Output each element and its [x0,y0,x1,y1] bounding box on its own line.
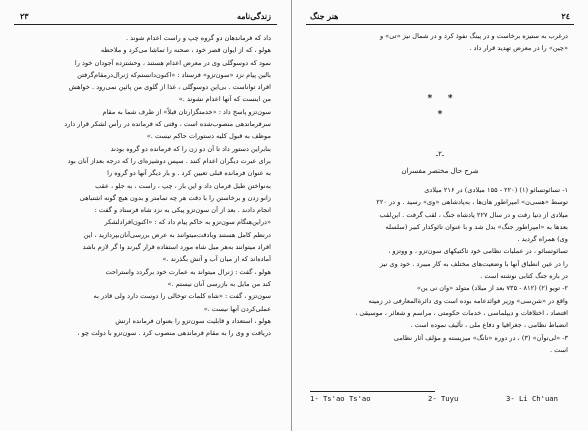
star-row: * * [427,94,453,104]
text-line: تسائوتسائو ، در عملیات نظامی خود تاکتیکهای سون‌تزو ، و وو‌تزو ، [388,247,568,256]
text-line: «چین» را در معرض تهدید قرار داد . [469,44,568,53]
text-line: اقتصاد ، اختلافات و دیپلماسی ، خدمات حکومتی ، مراسم و شعائر ، موسیقی ، [355,308,568,317]
page-number: ٢٣ [20,11,29,21]
right-page-text-bottom [312,184,568,356]
star-row: * [437,110,443,120]
text-line: بنابراین دستور داد تا آن دو زن را که فرمانده دو گروه بودند [110,144,271,153]
right-page-text-top [312,30,568,55]
text-line: ۱- تسائوتسائو (۱) (۲۲۰ - ۱۵۵ میلادی) در ۲۱۶ میلادی [424,186,568,194]
section-title: شرح حال مختصر مفسران [401,167,479,175]
text-line: بعدها به «امپراطور جنگ» بدل شد و با عنوان تائوکدار کبیر (سلسله [385,222,568,231]
text-line: در باره جنگ کتابی نوشته است . [480,272,568,281]
text-line: من اینست که آنها اعدام نشوند .» [178,95,271,104]
text-line: است . [549,345,568,354]
footnote-rule [310,391,435,392]
footnote-2: 2- Tuyu [428,394,459,403]
text-line: هولو ، استعداد و قابلیت سون‌تزو را بعنوان فرمانده ارتش [115,316,271,325]
running-title: هنر جنگ [310,11,339,21]
footnote-3: 3- Li Ch'uan [506,394,558,403]
text-line: سرفرماندهی منصوب‌شده است ، وقتی که فرمانده در رأس لشکر قرار دارد [64,120,271,129]
text-line: توسط «هسی‌ن» امپراطور هان‌ها ، به‌پادشاهی «وی» رسید . و در ۲۲۰ [376,198,568,207]
text-line: هولو ، گفت : ژنرال میتواند به عمارت خود برگردد واستراحت [105,267,271,276]
right-page-header [306,10,574,22]
text-line: افراد تواناست . بی‌این دوسوگلی ، غذا از گلوی من پائین نمی‌رود . خواهش [68,83,271,92]
left-page [0,0,292,431]
text-line: «دراین‌هنگام سون‌تزو به حاکم پیام داد که : «اکنون‌افرادلشکر [104,218,271,227]
running-title: زندگی‌نامه [236,11,271,21]
footnote-1: 1- Ts'ao Ts'ao [310,394,371,403]
text-line: برای عبرت دیگران اعدام کنند . سپس دوشیزه‌ای را که درجه بعداز آنان بود [67,156,271,165]
section-number: ـ۲ـ [436,150,444,158]
text-line: به عنوان فرمانده قبلی تعیین کرد . و بار دیگر آنها دو گروه را [107,169,271,178]
header-rule [14,24,277,25]
footnotes [310,393,574,405]
section-divider-stars [292,94,588,120]
text-line: آماده‌اند که از میان آب و آتش بگذرند .» [162,255,271,264]
text-line: افراد میتوانند به‌هر میل شاه مورد استفاده قرار گیرند وا گر لازم باشد [82,243,271,252]
text-line: انضباط نظامی ، جغرافیا و دفاع ملی ، تألیف نموده است . [410,321,568,330]
text-line: سون‌تزو ، گفت : «شاه کلمات توخالی را دوست دارد ولی قادر به [93,292,271,301]
text-line: به‌نواختن طبل فرمان داد و این بار ، چپ ، راست ، به جلو ، عقب [95,181,271,190]
text-line: انجام دادند . بعد از آن سون‌تزو پیکی به نزد شاه فرستاد و گفت : [94,206,271,215]
text-line: داد که فرماندهان دو گروه چپ و راست اعدام شوند . [125,34,271,42]
text-line: واقع در «شن‌سی» وزیر فوائدعامه بوده است وی دائرة‌المعارفی در زمینه [368,296,568,305]
text-line: عملی‌کردن آنها نیست .» [203,304,271,313]
text-line: ۲- تویو (۲) (۸۱۲ - ۷۳۵ بعد از میلاد) متولد «وان نی ین» [416,284,568,293]
text-line: بالین پیام نزد «سون‌تزو» فرستاد : «اکنون‌دانستم‌که ژنرال‌در‌مقام‌گرفتن [77,70,271,79]
text-line: کند من مایل به بازرسی آنان نیستم .» [167,279,271,288]
text-line: را در عین انطباق آنها با وضعیت‌های مختلف به کار میبرد . خود وی نیز [379,259,568,268]
right-page [292,0,588,431]
text-line: زانو زدن و برخاستن را با دقت هر چه تمامتر و بدون هیچ گونه اشتباهی [79,193,271,202]
text-line: نمود که دوسوگلی وی در معرض اعدام هستند ، وحشتزده آجودان خود را [74,58,271,67]
header-rule [306,24,574,25]
text-line: درنظم کامل هستند وبا‌دقت‌میتوانند به عرض بررسی‌آنان‌بپردازید ، این [83,230,271,239]
left-page-header [14,10,277,22]
text-line: میلادی از دنیا رفت و در سال ۲۲۷ پادشاه جنگ ، لقب گرفت . این‌لقب [379,210,568,219]
text-line: وی) همراه گردید . [517,235,568,244]
text-line: هولو ، که از ایوان قصر خود ، صحنه را تماشا می‌کرد و ملاحظه [100,46,271,55]
text-line: درغرب به ستیزه برخاست و در پینگ نفوذ کرد و در شمال نیز «تی» و [379,32,568,40]
text-line: موظف به قبول کلیه دستورات حاکم نیست .» [146,132,271,141]
text-line: ۳- «لی‌توآن» (۳) ، در دوره «تانگ» میزیسته و مؤلف آثار نظامی [393,333,568,342]
text-line: دریافت و وی را به مقام فرماندهی منصوب کرد . سون‌تزو با دولت چو ، [77,329,271,338]
text-line: سون‌تزو پاسخ داد : «خدمتگزارتان قبلاً» از طرف شما به مقام [102,107,271,116]
page-number: ٢٤ [561,11,570,21]
left-page-text [20,32,271,339]
